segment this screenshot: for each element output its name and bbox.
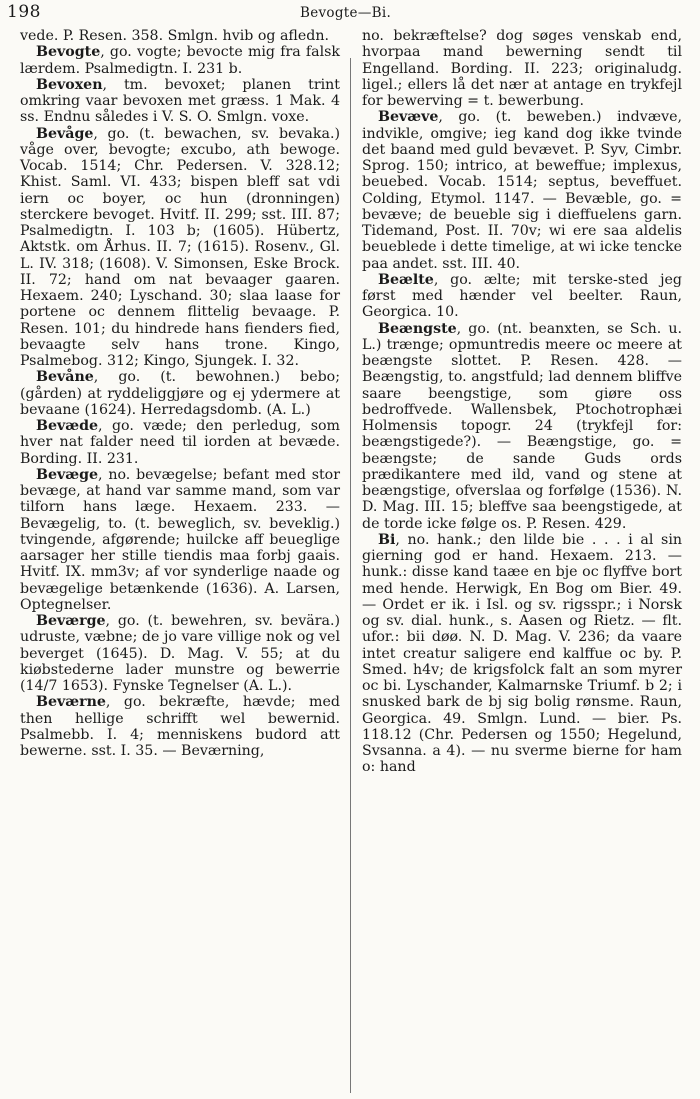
entry-text: , go. bekræfte, hævde; med then hellige schrifft wel bewernid. Psalmebb. I. 4; menniskens budord att bewerne. sst. I. 35. — Beværning, [20,694,340,759]
entry-headword: Bi [378,531,396,548]
entry-text: , go. væde; den perledug, som hver nat falder need til iorden at bevæde. Bording. II. 231. [20,418,340,467]
entry-text: , no. hank.; den lilde bie . . . i al sin gierning god er hand. Hexaem. 213. — hunk.: disse kand taæe en bje oc flyffve bort med hende. Herwigk, En Bog om Bier. 49. — Ordet er ik. i Isl. og sv. rigsspr.; i Norsk og sv. dial. hunk., s. Aasen og Rietz. — flt. ufor.: bii døø. N. D. Mag. V. 236; da vaare intet creatur saligere end kalffue oc by. P. Smed. h4v; de krigsfolck falt an som myrer oc bi. Lyschander, Kalmarnske Triumf. b 2; i snusked bark de bj sig bolig rønsme. Raun, Georgica. 49. Smlgn. Lund. — bier. Ps. 118.12 (Chr. Pedersen og 1550; Hegelund, Svsanna. a 4). — nu sverme bierne for ham o: hand [362,531,682,776]
entry-text: no. bekræftelse? dog søges venskab end, hvorpaa mand bewerning sendt til Engelland. Bording. II. 223; originaludg. ligel.; ellers lå det nær at antage en trykfejl for bewerving = t. bewerbung. [362,28,682,109]
right-column [362,28,682,776]
dictionary-entry [20,418,340,467]
entry-headword: Bevoxen [36,76,103,93]
left-column [20,28,340,759]
dictionary-entry [20,369,340,418]
entry-text: , tm. bevoxet; planen trint omkring vaar bevoxen met græss. 1 Mak. 4 ss. Endnu således i V. S. O. Smlgn. voxe. [20,76,340,126]
entry-headword: Beværge [36,613,106,629]
entry-headword: Beængste [378,320,457,337]
page-number: 198 [7,2,41,22]
entry-headword: Bevåge [36,125,94,142]
entry-headword: Bevåne [36,369,94,386]
entry-headword: Bevæve [378,109,439,126]
entry-text: , go. (t. bewohnen.) bebo; (gården) at ryddeliggjøre og ej ydermere at bevaane (1624). Herredagsdomb. (A. L.) [20,369,340,418]
continued-text [362,28,682,109]
entry-headword: Beælte [378,271,434,288]
dictionary-entry [362,109,682,272]
dictionary-entry [20,613,340,694]
entry-headword: Beværne [36,694,106,711]
running-head: Bevogte—Bi. [300,5,392,21]
dictionary-entry [362,321,682,532]
entry-text: , go. (t. bewehren, sv. bevära.) udruste, væbne; de jo vare villige nok og vel beverget (1645). D. Mag. V. 55; at du kiøbstederne lader munstre og bewerrie (14/7 1653). Fynske Tegnelser (A. L.). [20,613,340,694]
dictionary-entry [20,694,340,759]
entry-text: , no. bevægelse; befant med stor bevæge, at hand var samme mand, som var tilforn hans læge. Hexaem. 233. — Bevægelig, to. (t. beweglich, sv. beveklig.) tvingende, afgørende; huilcke aff beueglige aarsager her stille tiendis maa forbj gaais. Hvitf. IX. mm3v; af vor synderlige naade og bevægelige betænkende (1636). A. Larsen, Optegnelser. [20,466,340,613]
dictionary-entry [20,126,340,370]
continued-text [20,28,340,44]
entry-headword: Bevogte [36,44,101,61]
dictionary-entry [20,77,340,126]
dictionary-entry [362,272,682,321]
entry-text: , go. (nt. beanxten, se Sch. u. L.) trænge; opmuntredis meere oc meere at beængste slottet. P. Resen. 428. — Beængstig, to. angstfuld; lad dennem bliffve saare beengstige, som giøre oss bedroffvede. Wallensbek, Ptochotrophæi Holmensis topogr. 24 (trykfejl for: beængstigede?). — Beængstige, go. = beængste; de sande Guds ords prædikantere med ild, vand og stene at beængstige, ofverslaa og forfølge (1536). N. D. Mag. III. 15; bleffve saa beengstigede, at de torde icke følge os. P. Resen. 429. [362,320,682,532]
page-header [0,0,700,30]
entry-headword: Bevæde [36,418,99,434]
column-divider [350,58,351,1093]
entry-text: , go. ælte; mit terske-sted jeg først med hænder vel beelter. Raun, Georgica. 10. [362,271,682,321]
entry-text: , go. vogte; bevocte mig fra falsk lærdem. Psalmedigtn. I. 231 b. [20,44,340,77]
entry-text: vede. P. Resen. 358. Smlgn. hvib og afledn. [20,28,330,44]
entry-text: , go. (t. bewachen, sv. bevaka.) våge over, bevogte; excubo, ath bewoge. Vocab. 1514; Chr. Pedersen. V. 328.12; Khist. Saml. VI. 433; bispen bleff sat vdi iern oc boyer, oc hun (dronningen) sterckere bevoget. Hvitf. II. 299; sst. III. 87; Psalmedigtn. I. 103 b; (1605). Hübertz, Aktstk. om Århus. II. 7; (1615). Rosenv., Gl. L. IV. 318; (1608). V. Simonsen, Eske Brock. II. 72; hand om nat bevaager gaaren. Hexaem. 240; Lyschand. 30; slaa laase for portene oc dennem flittelig bevaage. P. Resen. 101; du hindrede hans fienders fied, bevaagte selv hans trone. Kingo, Psalmebog. 312; Kingo, Sjungek. I. 32. [20,125,340,369]
dictionary-entry [362,532,682,776]
entry-text: , go. (t. beweben.) indvæve, indvikle, omgive; ieg kand dog ikke tvinde det baand med guld bevævet. P. Syv, Cimbr. Sprog. 150; intrico, at beweffue; implexus, beuebed. Vocab. 1514; septus, beveffuet. Colding, Etymol. 1147. — Bevæble, go. = bevæve; de beueble sig i dieffuelens garn. Tidemand, Post. II. 70v; wi ere saa aldelis beueblede i dette timelige, at wi icke tencke paa andet. sst. III. 40. [362,109,682,272]
dictionary-entry [20,44,340,77]
entry-headword: Bevæge [36,466,99,483]
dictionary-entry [20,467,340,613]
